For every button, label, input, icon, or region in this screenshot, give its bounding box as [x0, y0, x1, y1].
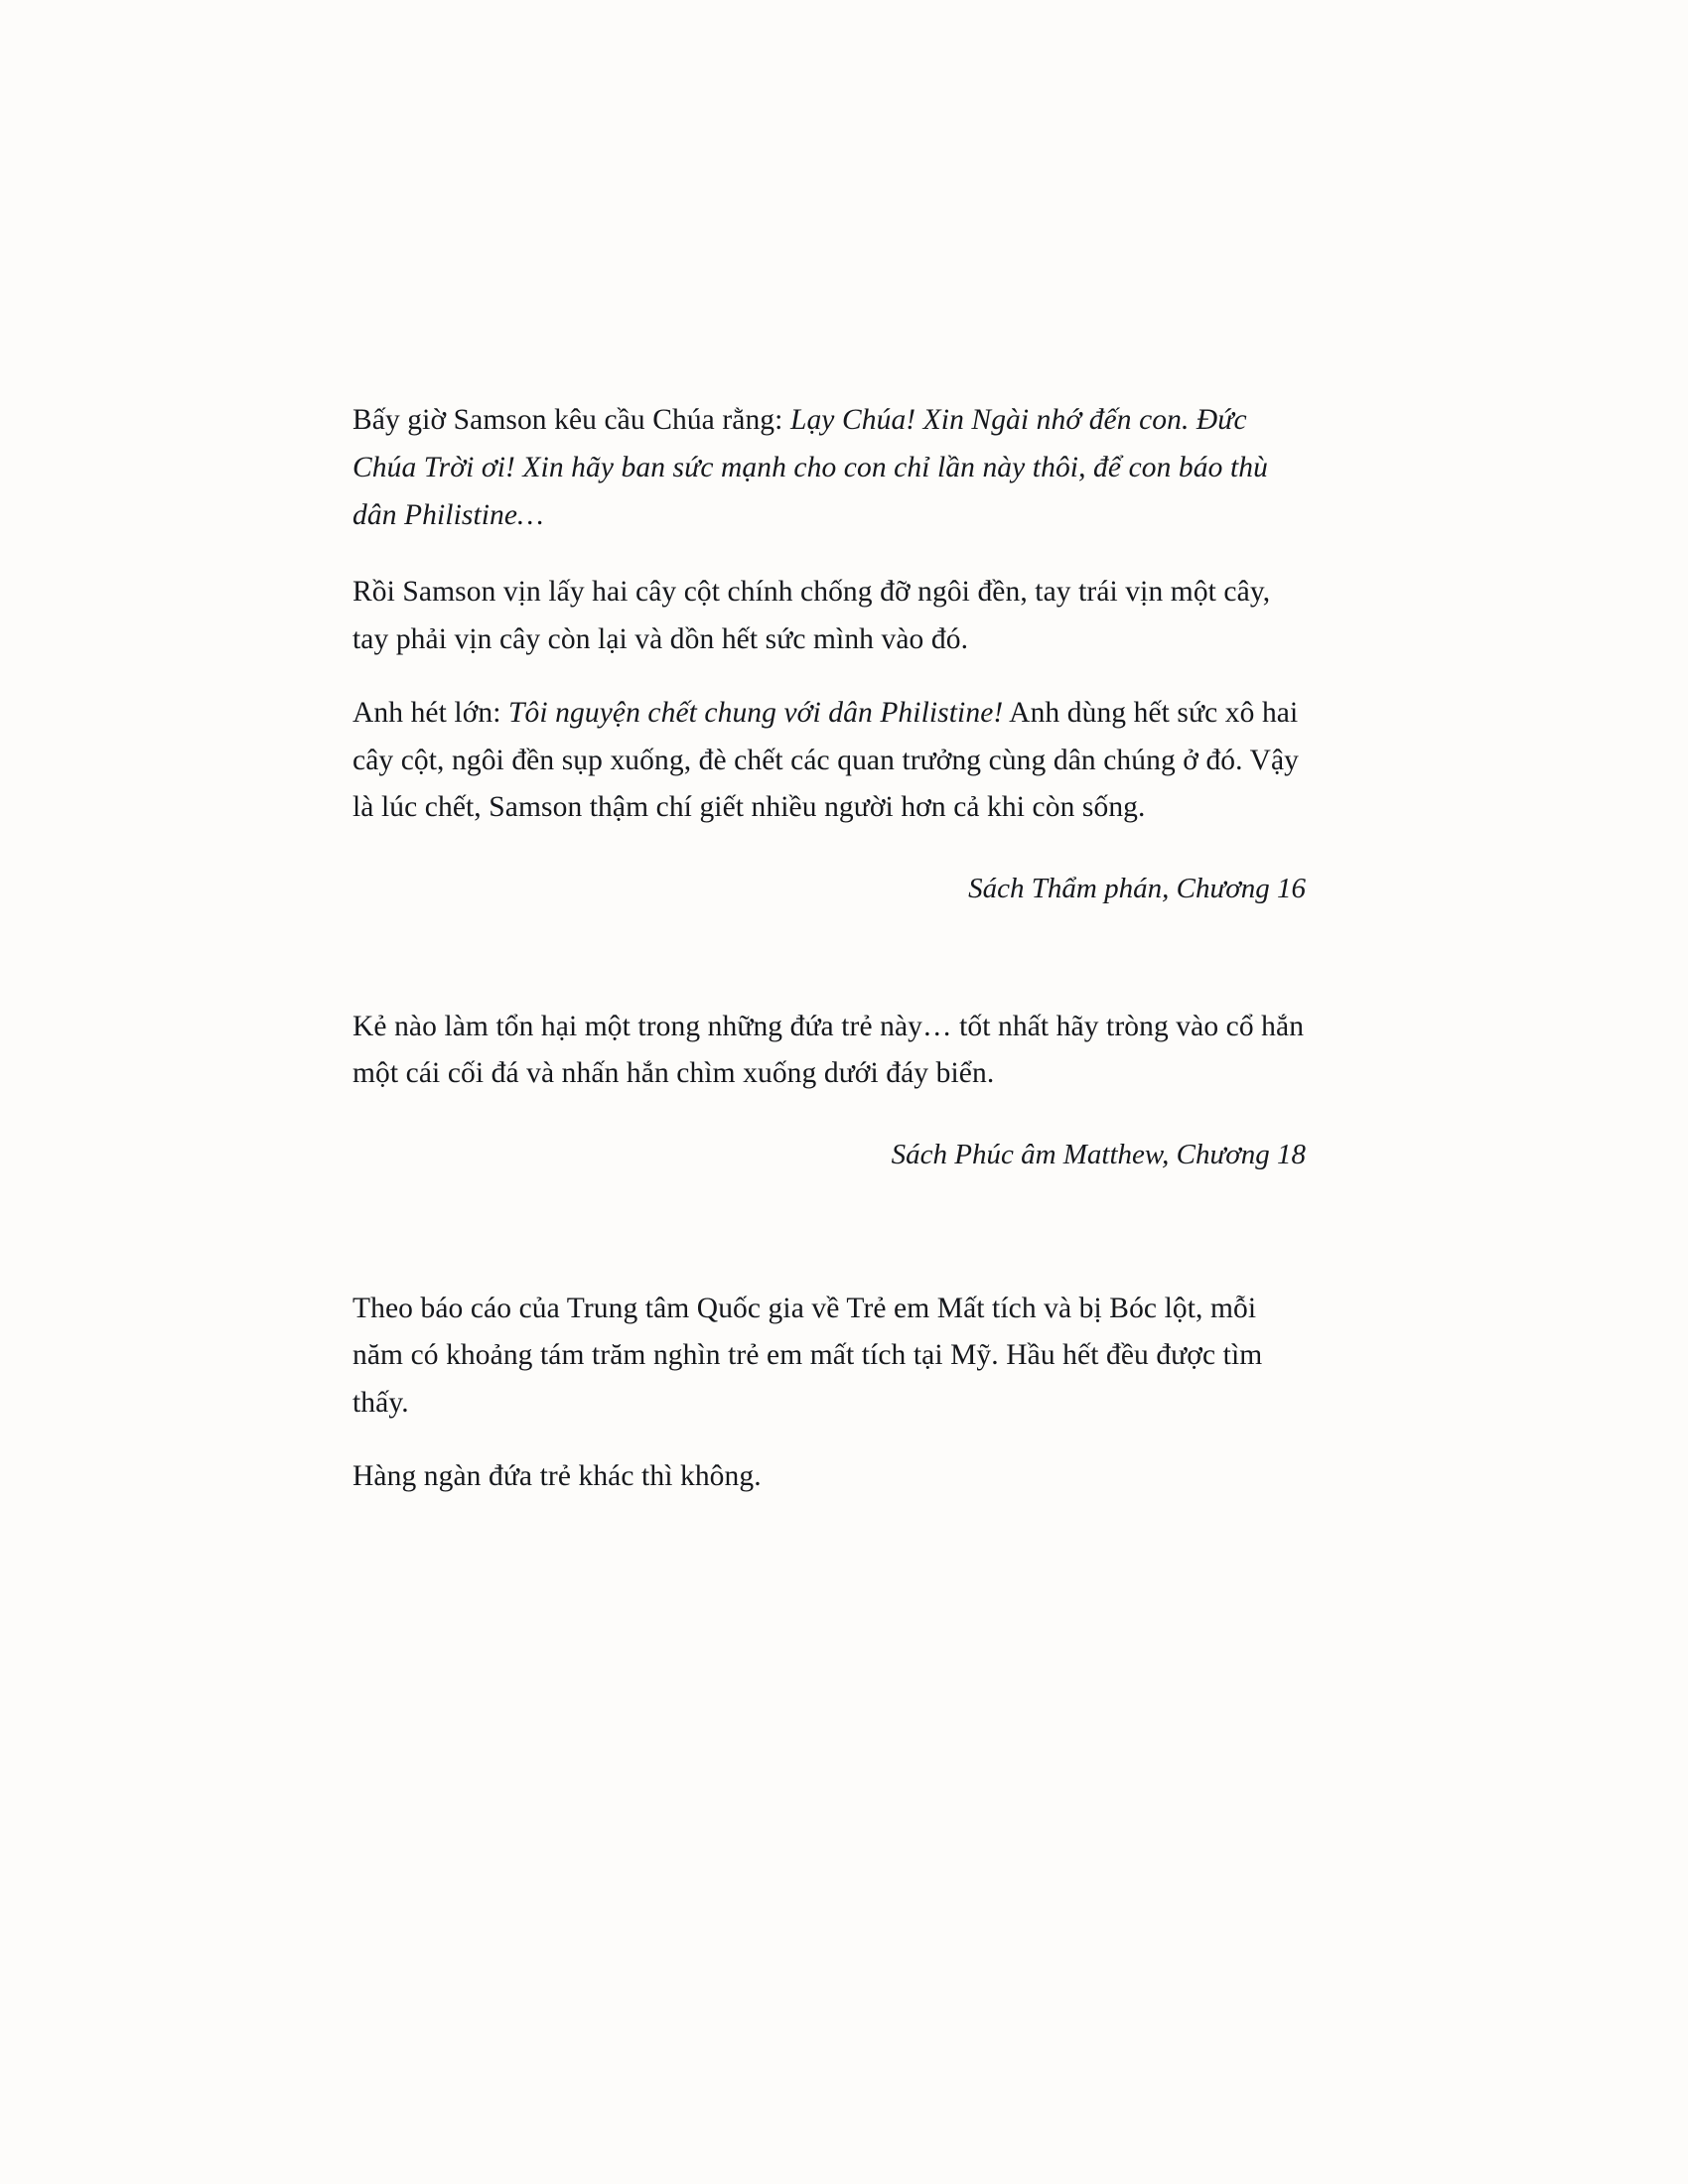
section-samson — [352, 397, 1306, 912]
page-text-column — [352, 397, 1306, 1527]
paragraph-missing-children-report: Theo báo cáo của Trung tâm Quốc gia về Trẻ em Mất tích và bị Bóc lột, mỗi năm có khoảng tám trăm nghìn trẻ em mất tích tại Mỹ. Hầu hết đều được tìm thấy. — [352, 1292, 1263, 1420]
paragraph-lead-text: Anh hét lớn: — [352, 696, 509, 729]
attribution-judges: Sách Thẩm phán, Chương 16 — [968, 873, 1306, 905]
paragraph-tail-text: Anh dùng hết sức xô hai cây cột, ngôi đền sụp xuống, đè chết các quan trưởng cùng dân chúng ở đó. Vậy là lúc chết, Samson thậm chí giết nhiều người hơn cả khi còn sống. — [352, 696, 1300, 824]
section-statistics — [352, 1286, 1306, 1501]
paragraph-lead-text: Bấy giờ Samson kêu cầu Chúa rằng: — [352, 404, 790, 436]
section-matthew — [352, 1004, 1306, 1178]
paragraph-thousands-not-found: Hàng ngàn đứa trẻ khác thì không. — [352, 1459, 762, 1492]
section-divider-space-2 — [352, 1178, 1306, 1286]
paragraph-samson-death — [352, 690, 1306, 832]
section-divider-space-1 — [352, 912, 1306, 1004]
paragraph-matthew-quote: Kẻ nào làm tổn hại một trong những đứa trẻ này… tốt nhất hãy tròng vào cổ hắn một cái cối đá và nhấn hắn chìm xuống dưới đáy biển. — [352, 1010, 1305, 1090]
paragraph-samson-pillars: Rồi Samson vịn lấy hai cây cột chính chống đỡ ngôi đền, tay trái vịn một cây, tay phải vịn cây còn lại và dồn hết sức mình vào đó. — [352, 576, 1271, 656]
paragraph-samson-prayer — [352, 397, 1306, 539]
paragraph-italic-quote: Lạy Chúa! Xin Ngài nhớ đến con. Đức Chúa Trời ơi! Xin hãy ban sức mạnh cho con chỉ lần này thôi, để con báo thù dân Philistine… — [352, 404, 1268, 531]
paragraph-italic-quote: Tôi nguyện chết chung với dân Philistine! — [508, 696, 1004, 729]
attribution-matthew: Sách Phúc âm Matthew, Chương 18 — [891, 1139, 1306, 1171]
